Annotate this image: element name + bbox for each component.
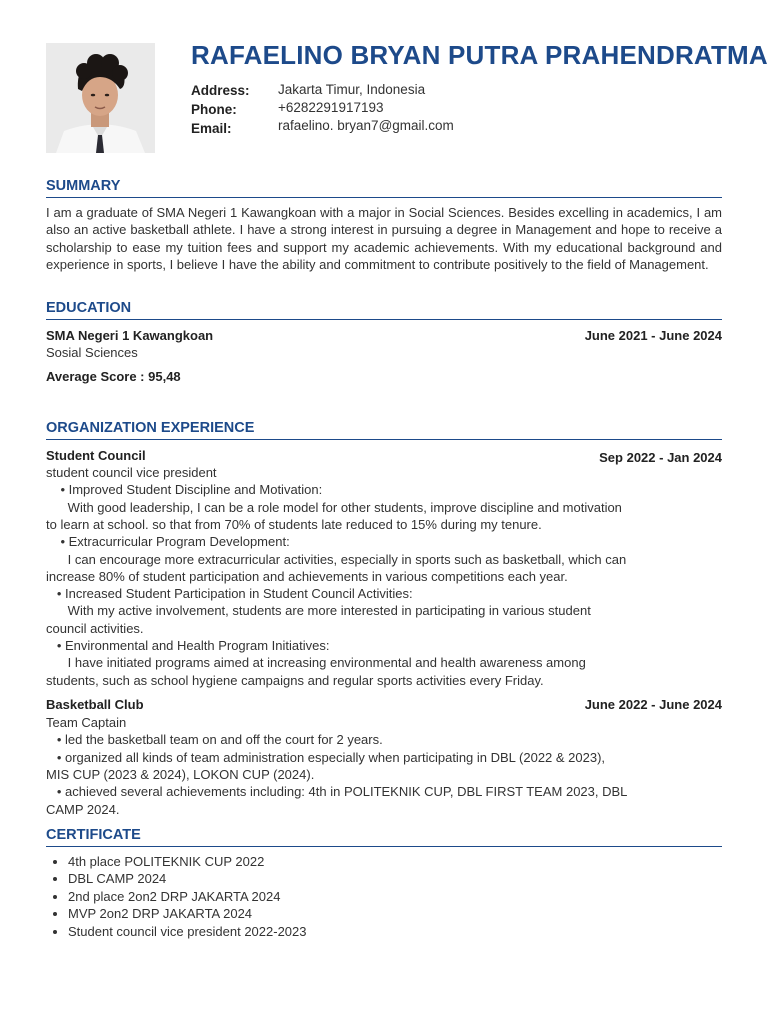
org-name-student-council: Student Council <box>46 448 146 463</box>
education-major: Sosial Sciences <box>46 345 138 360</box>
summary-heading: SUMMARY <box>46 178 722 198</box>
org-name-basketball-club: Basketball Club <box>46 697 144 712</box>
description-line: Team Captain <box>46 715 127 730</box>
address-value: Jakarta Timur, Indonesia <box>278 82 426 97</box>
list-item: • Student council vice president 2022-2023 <box>68 923 307 940</box>
description-line: council activities. <box>46 620 144 636</box>
email-value: rafaelino. bryan7@gmail.com <box>278 118 454 133</box>
org-dates-basketball-club: June 2022 - June 2024 <box>584 697 722 712</box>
description-line: With good leadership, I can be a role model for other students, improve discipline and motivation <box>46 499 622 515</box>
list-item: • MVP 2on2 DRP JAKARTA 2024 <box>68 905 307 922</box>
description-line: • achieved several achievements including: 4th in POLITEKNIK CUP, DBL FIRST TEAM 2023, DBL <box>46 784 628 800</box>
phone-value: +6282291917193 <box>278 100 384 115</box>
summary-text: I am a graduate of SMA Negeri 1 Kawangkoan with a major in Social Sciences. Besides excelling in academics, I am also an active basketball athlete. I have a strong interest in pursuing a degree in Management and hope to receive a scholarship to ease my tuition fees and support my academic achievements. With my educational background and experience in sports, I believe I have the ability and commitment to contribute positively to the field of Management. <box>46 205 722 273</box>
education-school: SMA Negeri 1 Kawangkoan <box>46 328 214 343</box>
description-line: • led the basketball team on and off the court for 2 years. <box>46 732 383 748</box>
profile-photo <box>46 43 155 153</box>
description-line: • Extracurricular Program Development: <box>46 534 290 550</box>
list-item: • 4th place POLITEKNIK CUP 2022 <box>68 853 307 870</box>
description-line: CAMP 2024. <box>46 801 120 817</box>
description-line: • Increased Student Participation in Student Council Activities: <box>46 586 413 602</box>
candidate-name: RAFAELINO BRYAN PUTRA PRAHENDRATMA <box>191 40 768 70</box>
education-dates: June 2021 - June 2024 <box>584 328 722 343</box>
org-dates-student-council: Sep 2022 - Jan 2024 <box>599 450 722 465</box>
address-label: Address: <box>191 83 250 98</box>
organization-heading: ORGANIZATION EXPERIENCE <box>46 420 722 440</box>
description-line: With my active involvement, students are more interested in participating in various student <box>46 603 591 619</box>
education-heading: EDUCATION <box>46 300 722 320</box>
phone-label: Phone: <box>191 102 237 117</box>
description-line: MIS CUP (2023 & 2024), LOKON CUP (2024). <box>46 766 315 782</box>
description-line: • Improved Student Discipline and Motivation: <box>46 482 323 498</box>
description-line: • organized all kinds of team administration especially when participating in DBL (2022 & 2023), <box>46 749 606 765</box>
description-line: I have initiated programs aimed at increasing environmental and health awareness among <box>46 655 586 671</box>
description-line: • Environmental and Health Program Initiatives: <box>46 638 330 653</box>
education-score: Average Score : 95,48 <box>46 369 181 384</box>
profile-photo-illustration <box>46 43 155 153</box>
list-item: • DBL CAMP 2024 <box>68 870 307 887</box>
certificate-list <box>46 853 307 940</box>
email-label: Email: <box>191 121 232 136</box>
description-line: increase 80% of student participation and achievements in various competitions each year. <box>46 568 568 584</box>
description-line: to learn at school. so that from 70% of students late reduced to 15% during my tenure. <box>46 516 542 532</box>
description-line: student council vice president <box>46 465 217 480</box>
certificate-heading: CERTIFICATE <box>46 827 722 847</box>
description-line: I can encourage more extracurricular activities, especially in sports such as basketball, which can <box>46 551 627 567</box>
description-line: students, such as school hygiene campaigns and regular sports activities every Friday. <box>46 672 544 688</box>
list-item: • 2nd place 2on2 DRP JAKARTA 2024 <box>68 888 307 905</box>
